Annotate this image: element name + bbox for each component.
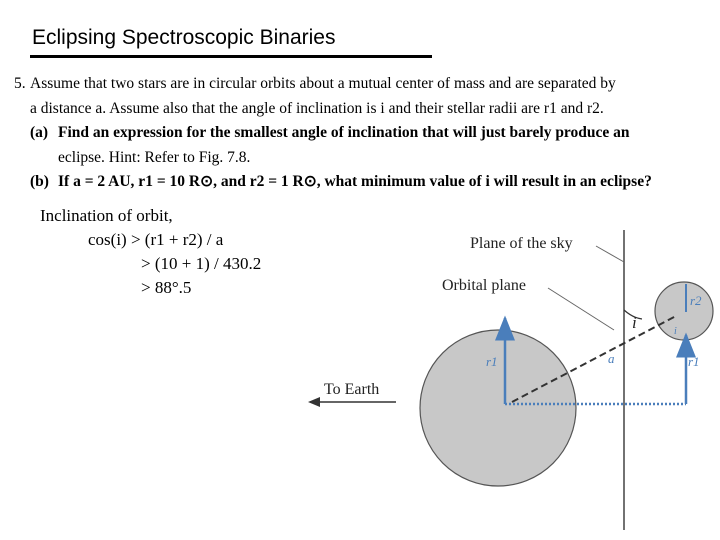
- secondary-star: [655, 282, 713, 340]
- problem-number: 5.: [14, 75, 26, 92]
- plane-of-sky-label: Plane of the sky: [470, 235, 573, 252]
- solution-heading: Inclination of orbit,: [40, 206, 173, 225]
- part-a-line-2: eclipse. Hint: Refer to Fig. 7.8.: [58, 148, 251, 166]
- part-b-label: (b): [30, 173, 49, 190]
- r2-label: r2: [690, 293, 702, 308]
- part-b-text: If a = 2 AU, r1 = 10 R⊙, and r2 = 1 R⊙, what minimum value of i will result in an eclipse?: [58, 173, 652, 190]
- solution-line-1: cos(i) > (r1 + r2) / a: [88, 230, 224, 249]
- to-earth-arrowhead: [308, 397, 320, 407]
- orbital-plane-leader: [548, 288, 614, 330]
- problem-line-2: a distance a. Assume also that the angle of inclination is i and their stellar radii are r1 and r2.: [30, 99, 604, 117]
- r1-right-label: r1: [688, 354, 700, 369]
- orbital-plane-label: Orbital plane: [442, 277, 526, 294]
- part-a-text-1: Find an expression for the smallest angle of inclination that will just barely produce an: [58, 124, 630, 141]
- to-earth-label: To Earth: [324, 381, 380, 398]
- solution-line-3: > 88°.5: [141, 278, 192, 297]
- problem-text-1: Assume that two stars are in circular orbits about a mutual center of mass and are separated by: [30, 75, 616, 92]
- plane-of-sky-leader: [596, 246, 624, 262]
- i-small-label: i: [674, 326, 677, 337]
- angle-i-label: i: [632, 313, 637, 332]
- r1-left-label: r1: [486, 354, 498, 369]
- part-a-label: (a): [30, 124, 49, 141]
- a-label: a: [608, 351, 615, 366]
- primary-star: [420, 330, 576, 486]
- slide-title: Eclipsing Spectroscopic Binaries: [32, 26, 336, 49]
- solution-line-2: > (10 + 1) / 430.2: [141, 254, 262, 273]
